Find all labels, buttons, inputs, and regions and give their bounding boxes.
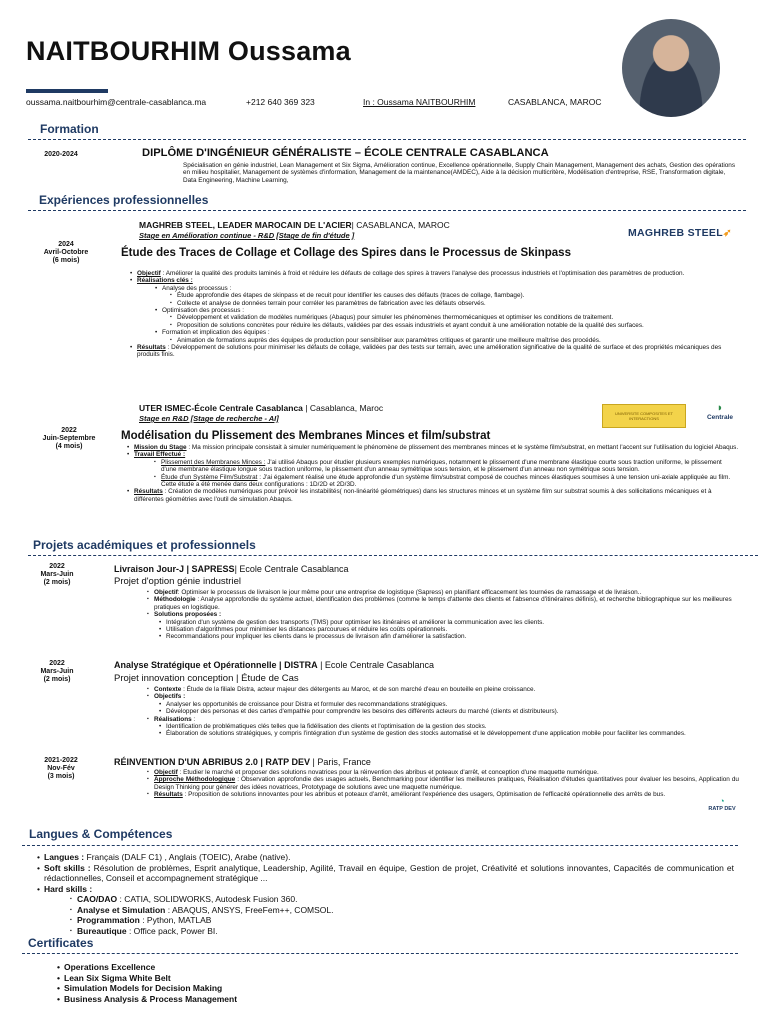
maghreb-steel-logo-text: MAGHREB STEEL (628, 227, 723, 239)
p1-s2: • Utilisation d'algorithmes pour minimiser les distances parcourues et réduire les coûts opérationnels. (166, 626, 447, 633)
soft-skills-label: Soft skills : (44, 862, 91, 873)
exp2-mission-label: Mission du Stage (134, 444, 187, 451)
exp1-company: MAGHREB STEEL, LEADER MAROCAIN DE L'ACIER (139, 220, 352, 230)
exp2-project-title: Modélisation du Plissement des Membranes Minces et film/substrat (121, 430, 491, 442)
formation-date: 2020-2024 (44, 151, 78, 158)
langues-label: Langues : (44, 852, 85, 862)
hard-skill-4-label: Bureautique (77, 925, 127, 936)
section-title-formation: Formation (40, 122, 99, 136)
hard-skill-2-text: : ABAQUS, ANSYS, FreeFem++, COMSOL. (165, 904, 334, 915)
p3-res-text: : Proposition de solutions innovantes pour les abribus et poteaux d'arrêt, améliorant l'expérience des usagers, Optimisation de l'efficacité opérationnelle des arrêts de bus. (182, 791, 666, 799)
certificate-item: • Simulation Models for Decision Making (64, 983, 222, 993)
phone: +212 640 369 323 (246, 97, 315, 107)
p2-date (24, 660, 90, 684)
p3-year: 2021-2022 (44, 757, 78, 764)
p3-details (154, 769, 739, 799)
p1-header (114, 564, 348, 574)
p2-ctx-label: Contexte (154, 686, 182, 693)
exp1-r2b: ▪ Proposition de solutions concrètes pour réduire les défauts, validées par des essais industriels et ayant conduit à une amélioration notable de la qualité des surfaces. (177, 322, 644, 329)
candidate-name: NAITBOURHIM Oussama (26, 36, 351, 66)
exp2-date (30, 427, 108, 451)
p2-obj-label: Objectifs : (154, 693, 186, 701)
exp1-duration: (6 mois) (52, 257, 80, 264)
name-underline (26, 89, 108, 93)
centrale-logo: ◗ Centrale (700, 403, 740, 429)
p2-o1: • Analyser les opportunités de croissance pour Distra et formuler des recommandations stratégiques. (166, 701, 447, 708)
hard-skill-3-label: Programmation (77, 915, 140, 925)
uter-logo: UNIVERSITE COMPOSITES ET INTERACTIONS (602, 404, 686, 428)
p3-date (24, 757, 98, 781)
exp1-year: 2024 (58, 241, 74, 248)
certificate-item: • Lean Six Sigma White Belt (64, 973, 171, 983)
exp1-header (139, 220, 450, 230)
exp1-real-label: Réalisations clés : (137, 277, 193, 285)
formation-details (183, 162, 738, 186)
profile-photo (622, 19, 720, 117)
langues-list (44, 852, 734, 936)
exp1-location: | CASABLANCA, MAROC (351, 220, 450, 230)
p1-subtitle: Projet d'option génie industriel (114, 576, 241, 587)
section-title-projets: Projets académiques et professionnels (33, 538, 256, 552)
exp1-r1: • Analyse des processus : (162, 285, 231, 292)
section-divider (28, 210, 746, 211)
exp2-months: Juin-Septembre (42, 435, 96, 442)
p1-sol-label: Solutions proposées : (154, 611, 222, 619)
p1-details (154, 589, 739, 641)
section-divider (28, 139, 746, 140)
exp2-details (134, 444, 739, 503)
exp1-type: Stage en Amélioration continue - R&D [Stage de fin d'étude ] (139, 231, 355, 240)
maghreb-steel-logo: MAGHREB STEEL➶ (628, 227, 733, 239)
exp1-obj-text: : Améliorer la qualité des produits laminés à froid et réduire les défauts de collage des spires à travers l'analyse des processus industriels et l'optimisation des paramètres de production. (160, 270, 685, 277)
p3-duration: (3 mois) (47, 773, 75, 780)
certificate-item: • Operations Excellence (64, 962, 155, 972)
p1-date (24, 563, 90, 587)
p2-org: | Ecole Centrale Casablanca (317, 660, 434, 670)
langues-text: Français (DALF C1) , Anglais (TOEIC), Arabe (native). (84, 852, 291, 862)
p2-o2: • Développer des personas et des cartes d'empathie pour comprendre les besoins des différents acteurs du marché (clients et distributeurs). (166, 708, 559, 715)
p3-obj-text: : Etudier le marché et proposer des solutions novatrices pour la réinvention des abribus et poteaux d'arrêt, et conception d'une maquette numérique. (177, 769, 599, 776)
formation-details-text: • Spécialisation en génie industriel, Lean Management et Six Sigma, Amélioration continue, Excellence opérationnelle, Supply Chain Management, Management des achats, Gestion des opérations en milieu hospitalier, Management de systèmes d'information, Management de la maintenance(AMDEC), Aide à la décision multicritère, Modélisation d'entreprise, RSE, Transformation digitale, Data Engineering, Machine Learning, (183, 162, 735, 184)
p1-obj-text: : Optimiser le processus de livraison le jour même pour une entreprise de logistique (Sapress) en planifiant efficacement les tournées de ramassage et de livraison.. (177, 589, 642, 596)
p2-header (114, 660, 434, 670)
exp1-details (137, 270, 739, 359)
section-divider (28, 555, 758, 556)
exp1-obj-label: Objectif (137, 270, 161, 277)
exp2-res-text: : Création de modèles numériques pour prévoir les instabilités( non-linéarité géométriques) dans les structures minces et un système film sur substrat soumis à des sollicitations mécaniques et à différentes géométries avec l'outil de simulation Abaqus. (134, 488, 712, 503)
p3-title: RÉINVENTION D'UN ABRIBUS 2.0 | RATP DEV (114, 757, 311, 767)
section-title-langues: Langues & Compétences (29, 827, 173, 841)
hard-skill-4-text: : Office pack, Power BI. (126, 925, 218, 936)
p1-meth-label: Méthodologie (154, 596, 196, 604)
p3-org: | Paris, France (310, 757, 371, 767)
exp1-r3: • Formation et implication des équipes : (162, 329, 270, 336)
p3-obj-label: Objectif (154, 769, 178, 776)
p2-real-label: Réalisations (154, 715, 192, 723)
p3-app-label: Approche Méthodologique (154, 776, 236, 784)
exp2-travail-label: Travail Effectué : (134, 451, 186, 459)
exp1-months: Avril-Octobre (43, 249, 89, 256)
exp1-r2: • Optimisation des processus : (162, 307, 244, 314)
p1-s1: • Intégration d'un système de gestion des transports (TMS) pour optimiser les itinéraires et améliorer la communication avec les clients. (166, 619, 544, 626)
p2-real-colon: : (191, 715, 196, 723)
exp2-year: 2022 (61, 427, 77, 434)
p2-r2: • Élaboration de solutions stratégiques, y compris l'intégration d'un système de gestion des stocks automatisé et le développement d'une application mobile pour faciliter les commandes. (166, 730, 686, 737)
exp2-t2-text: : J'ai également réalisé une étude approfondie d'un système film/substrat composé de couches minces élastiques soumises à une tension uni-axiale appliquée au film. Cette étude a été menée dans deux configurations : 1D/2D et 2D/3D. (161, 473, 731, 489)
p1-duration: (2 mois) (43, 579, 71, 586)
p3-months: Nov-Fév (47, 765, 75, 772)
certificate-item: • Business Analysis & Process Management (64, 994, 237, 1004)
hard-skill-1-text: : CATIA, SOLIDWORKS, Autodesk Fusion 360. (117, 894, 298, 904)
exp2-t1-text: J'ai utilisé Abaqus pour étudier plusieurs exemples numériques, notamment le plissement d'une membrane élastique courte sous traction uniforme, le plissement d'une membrane élastique longue sous traction uniforme, le plissement d'un anneau symétrique sous tension, et le plissement d'un anneau non symétrique sous tension. (161, 458, 722, 474)
p1-obj-label: Objectif (154, 589, 178, 596)
p2-subtitle: Projet innovation conception | Étude de Cas (114, 673, 299, 684)
exp1-date (30, 241, 102, 265)
email[interactable]: oussama.naitbourhim@centrale-casablanca.ma (26, 97, 207, 107)
p1-s3: • Recommandations pour impliquer les clients dans le processus de livraison afin d'améliorer la satisfaction. (166, 633, 466, 640)
exp1-project-title: Étude des Traces de Collage et Collage des Spires dans le Processus de Skinpass (121, 247, 571, 259)
hard-skill-1-label: CAO/DAO (77, 894, 118, 904)
p3-header (114, 757, 371, 767)
exp2-header (139, 403, 383, 413)
ratp-dev-logo-text: RATP DEV (708, 806, 736, 812)
exp2-t2-label: Étude d'un Système Film/Substrat (161, 473, 258, 481)
p1-months: Mars-Juin (40, 571, 74, 578)
linkedin-link[interactable]: In : Oussama NAITBOURHIM (363, 97, 476, 107)
exp2-mission-text: : Ma mission principale consistait à simuler numériquement le phénomène de plissement des membranes minces et le système film/substrat, en mettant l'accent sur l'utilisation du logiciel Abaqus. (186, 444, 739, 451)
p1-org: | Ecole Centrale Casablanca (234, 564, 349, 574)
p2-title: Analyse Stratégique et Opérationnelle | DISTRA (114, 660, 318, 670)
exp1-r3a: ▪ Animation de formations auprès des équipes de production pour sensibiliser aux paramètres critiques et garantir une meilleure maîtrise des procédés. (177, 337, 601, 344)
section-title-experiences: Expériences professionnelles (39, 193, 209, 207)
exp2-t1-label: Plissement des Membranes Minces : (161, 458, 266, 466)
hard-skill-2-label: Analyse et Simulation (77, 904, 166, 915)
exp1-r1a: ▪ Étude approfondie des étapes de skinpass et de recuit pour identifier les causes des défauts (traces de collage, flambage). (177, 292, 524, 299)
location: CASABLANCA, MAROC (508, 97, 602, 107)
exp2-company: UTER ISMEC-École Centrale Casablanca (139, 403, 303, 413)
exp2-duration: (4 mois) (55, 443, 83, 450)
exp2-res-label: Résultats (134, 488, 163, 496)
p1-title: Livraison Jour-J | SAPRESS (114, 564, 235, 574)
exp2-type: Stage en R&D [Stage de recherche - AI] (139, 414, 279, 423)
p2-r1: • Identification de problématiques clés telles que la fidélisation des clients et l'optimisation de la gestion des stocks. (166, 723, 487, 730)
ratp-dev-logo: ◔ RATP DEV (700, 797, 744, 812)
exp1-r1b: ▪ Collecte et analyse de données terrain pour corréler les paramètres de fabrication avec les défauts observés. (177, 300, 486, 307)
p2-months: Mars-Juin (40, 668, 74, 675)
section-divider (22, 845, 738, 846)
exp2-location: | Casablanca, Maroc (302, 403, 384, 413)
exp1-res-label: Résultats (137, 344, 166, 352)
degree-title: DIPLÔME D'INGÉNIEUR GÉNÉRALISTE – ÉCOLE CENTRALE CASABLANCA (142, 147, 549, 159)
p1-meth-text: : Analyse approfondie du système actuel, identification des problèmes (comme le temps d'attente des clients et l'absence d'itinéraires définis), et recherche bibliographique sur les meilleures pratiques en logistique. (154, 596, 732, 611)
hard-skills-label: Hard skills : (44, 883, 93, 894)
soft-skills-text: Résolution de problèmes, Esprit analytique, Leadership, Agilité, Travail en équipe, Gestion de projet, Créativité et solutions innovantes, Capacités de communication et rédactionnelles, Conseil et accompagnement stratégique ... (44, 862, 734, 883)
p3-app-text: : Observation approfondie des usages actuels, Benchmarking pour identifier les meilleures pratiques, Réalisation d'études quantitatives pour évaluer les besoins, Application du Design Thinking pour générer des idées novatrices, Prototypage de solutions avec une maquette numérique. (154, 776, 739, 791)
p2-ctx-text: : Étude de la filiale Distra, acteur majeur des détergents au Maroc, et de son marché d'eau en bouteille en pleine croissance. (181, 686, 536, 693)
p2-details (154, 686, 739, 738)
section-divider (22, 953, 738, 954)
p1-year: 2022 (49, 563, 65, 570)
certificates-list (64, 962, 464, 1004)
centrale-logo-text: Centrale (706, 414, 733, 421)
exp1-r2a: ▪ Développement et validation de modèles numériques (Abaqus) pour simuler les phénomènes thermomécaniques et optimiser les conditions de traitement. (177, 314, 613, 321)
p2-year: 2022 (49, 660, 65, 667)
hard-skill-3-text: : Python, MATLAB (139, 915, 212, 925)
p3-res-label: Résultats (154, 791, 183, 799)
exp1-res-text: : Développement de solutions pour minimiser les défauts de collage, validées par des tests sur terrain, avec une amélioration significative de la qualité de surface et des propriétés mécaniques des produits finis. (137, 344, 722, 359)
section-title-certificats: Certificates (28, 936, 94, 950)
p2-duration: (2 mois) (43, 676, 71, 683)
